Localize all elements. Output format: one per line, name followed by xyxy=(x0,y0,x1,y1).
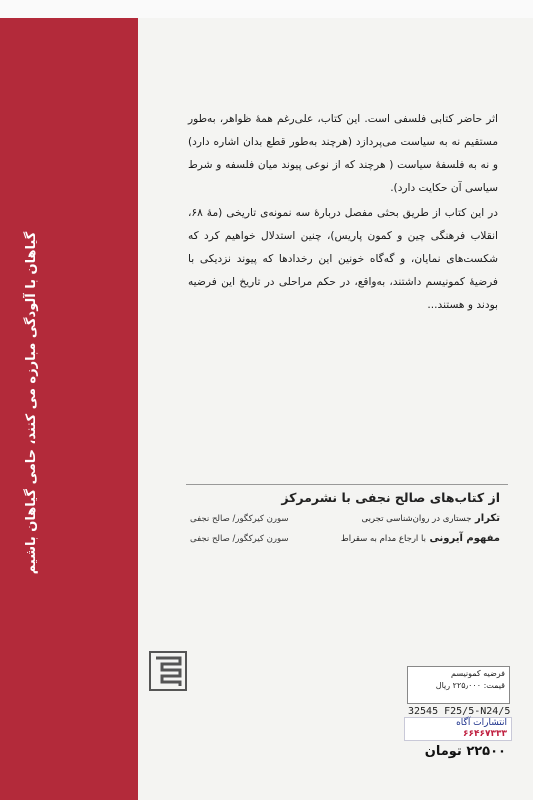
red-spine-band xyxy=(0,0,138,800)
related-book-item xyxy=(190,533,500,544)
related-book-author: سورن کیرکگور/ صالح نجفی xyxy=(190,514,289,524)
related-books-title: از کتاب‌های صالح نجفی با نشرمرکز xyxy=(281,490,500,505)
related-book-title: مفهوم آیرونی با ارجاع مدام به سقراط xyxy=(340,533,500,544)
book-description xyxy=(188,108,498,319)
related-book-author: سورن کیرکگور/ صالح نجفی xyxy=(190,534,289,544)
sticker-publisher: انتشارات آگاه xyxy=(456,718,507,728)
price-label xyxy=(407,666,510,704)
related-book-item xyxy=(190,513,500,524)
related-book-title: تکرار جستاری در روان‌شناسی تجربی xyxy=(361,513,500,524)
description-paragraph-2: در این کتاب از طریق بحثی مفصل دربارهٔ سه نمونه‌ی تاریخی (مهٔ ۶۸، انقلاب فرهنگی چین و کمون پاریس)، چنین استدلال خواهیم کرد که شکست‌های نمایان، و گه‌گاه خونین این رخدادها که پیوند نزدیکی با فرضیهٔ کمونیسم داشتند، به‌واقع، در حکم مراحلی در تاریخ این فرضیه بودند و هستند... xyxy=(188,207,498,311)
top-margin xyxy=(0,0,533,18)
spine-slogan: گیاهان با آلودگی مبارزه می کنند، حامی گیاهان باشیم xyxy=(24,231,39,575)
publisher-logo-icon xyxy=(148,650,188,692)
divider xyxy=(186,484,508,485)
sticker-number: ۶۶۴۶۷۳۳۳ xyxy=(463,729,507,739)
price-toman: ۲۲۵۰۰ تومان xyxy=(424,744,506,759)
description-paragraph-1: اثر حاضر کتابی فلسفی است. این کتاب، علی‌رغم همهٔ ظواهر، به‌طور مستقیم نه به سیاست می‌پردازد (هرچند به‌طور قطع بدان اشاره دارد) و نه به فلسفهٔ سیاست ( هرچند که از نوعی پیوند میان فلسفه و شرط سیاسی آن حکایت دارد). xyxy=(188,113,498,194)
barcode-code: 32545 F25/5-N24/5 xyxy=(408,706,511,717)
label-title: فرضیه کمونیسم xyxy=(451,669,505,678)
label-price: قیمت: ۲۲۵٫۰۰۰ ریال xyxy=(435,681,505,690)
distributor-sticker xyxy=(404,717,512,741)
